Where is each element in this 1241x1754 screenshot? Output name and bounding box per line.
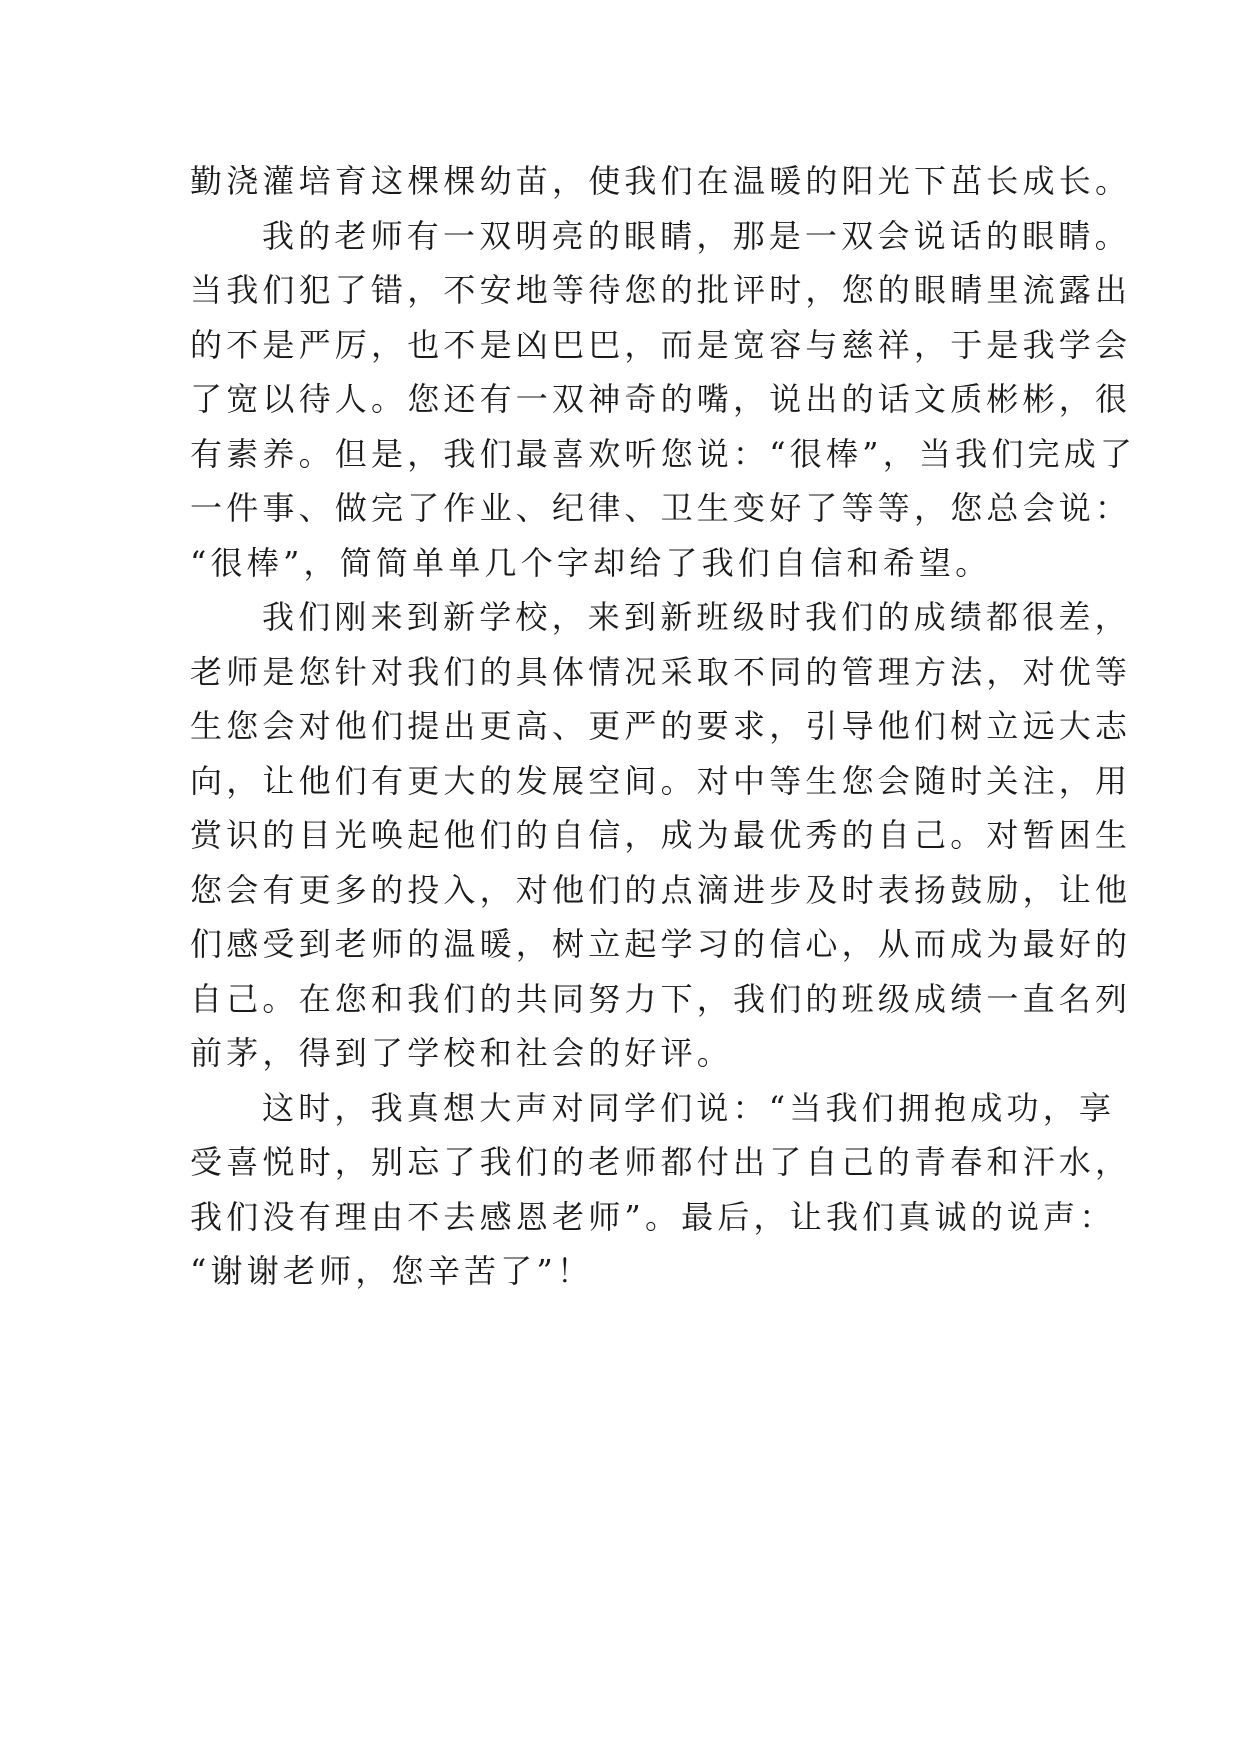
text-line: 向，让他们有更大的发展空间。对中等生您会随时关注，用 — [190, 761, 1132, 800]
text-line: 赏识的目光唤起他们的自信，成为最优秀的自己。对暂困生 — [190, 816, 1132, 854]
text-line: 们感受到老师的温暖，树立起学习的信心，从而成为最好的 — [190, 925, 1132, 963]
paragraph-first-line: 我们刚来到新学校，来到新班级时我们的成绩都很差， — [262, 598, 1131, 636]
text-line: 我们没有理由不去感恩老师”。最后，让我们真诚的说声： — [190, 1197, 1116, 1236]
text-line: “很棒”，简简单单几个字却给了我们自信和希望。 — [190, 543, 992, 582]
text-line: 您会有更多的投入，对他们的点滴进步及时表扬鼓励，让他 — [190, 870, 1132, 909]
text-line: 的不是严厉，也不是凶巴巴，而是宽容与慈祥，于是我学会 — [190, 325, 1132, 364]
text-line: 有素养。但是，我们最喜欢听您说：“很棒”，当我们完成了 — [190, 434, 1137, 473]
text-line: 生您会对他们提出更高、更严的要求，引导他们树立远大志 — [190, 707, 1132, 745]
text-line: 前茅，得到了学校和社会的好评。 — [190, 1034, 734, 1072]
paragraph-first-line: 我的老师有一双明亮的眼睛，那是一双会说话的眼睛。 — [262, 216, 1131, 255]
text-line: 一件事、做完了作业、纪律、卫生变好了等等，您总会说： — [190, 489, 1132, 527]
text-line: 受喜悦时，别忘了我们的老师都付出了自己的青春和汗水， — [190, 1143, 1132, 1181]
document-body — [190, 154, 1137, 1299]
paragraph-first-line: 这时，我真想大声对同学们说：“当我们拥抱成功，享 — [262, 1088, 1116, 1127]
text-line: 自己。在您和我们的共同努力下，我们的班级成绩一直名列 — [190, 979, 1132, 1018]
text-line: 当我们犯了错，不安地等待您的批评时，您的眼睛里流露出 — [190, 271, 1132, 309]
text-line: 勤浇灌培育这棵棵幼苗，使我们在温暖的阳光下茁长成长。 — [190, 162, 1132, 200]
text-line: 老师是您针对我们的具体情况采取不同的管理方法，对优等 — [190, 652, 1132, 691]
text-line: “谢谢老师，您辛苦了”！ — [190, 1252, 594, 1290]
text-line: 了宽以待人。您还有一双神奇的嘴，说出的话文质彬彬，很 — [190, 380, 1132, 418]
